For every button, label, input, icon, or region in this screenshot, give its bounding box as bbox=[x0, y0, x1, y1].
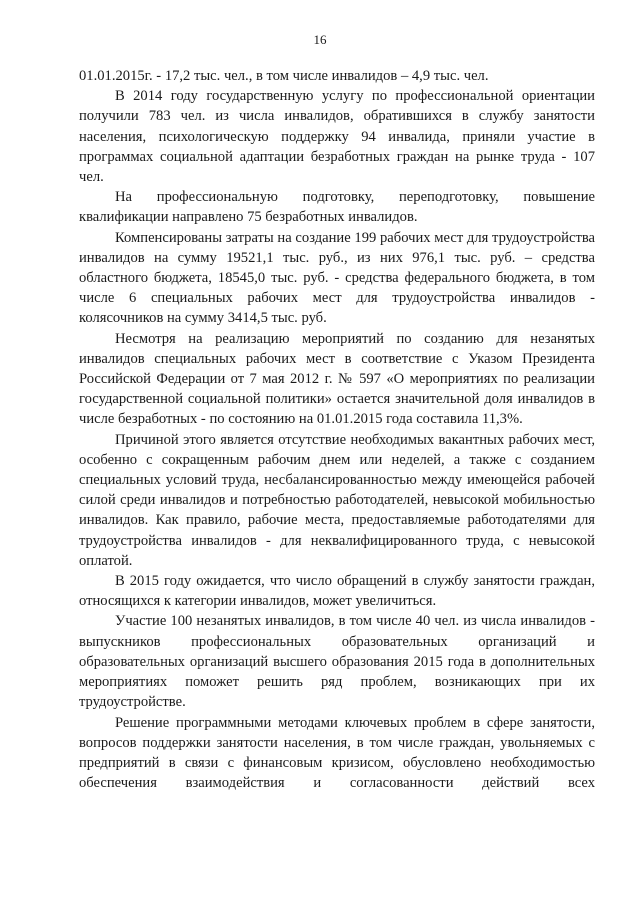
paragraph-2: В 2014 году государственную услугу по профессиональной ориентации получили 783 чел. из числа инвалидов, обратившихся в службу занятости населения, психологическую поддержку 94 инвалида, приняли участие в программах социальной адаптации безработных граждан на рынке труда - 107 чел. bbox=[79, 88, 595, 186]
paragraph-9: Решение программными методами ключевых проблем в сфере занятости, вопросов поддержки занятости населения, в том числе граждан, увольняемых с предприятий в связи с финансовым кризисом, обусловлено необходимостью обеспечения взаимодействия и согласованности действий всех bbox=[79, 714, 595, 792]
paragraph-6: Причиной этого является отсутствие необходимых вакантных рабочих мест, особенно с сокращенным рабочим днем или неделей, а также с созданием специальных условий труда, несбалансированностью между имеющейся рабочей силой среди инвалидов и потребностью работодателей, невысокой мобильностью инвалидов. Как правило, рабочие места, предоставляемые работодателями для трудоустройства инвалидов - для неквалифицированного труда, с невысокой оплатой. bbox=[79, 431, 595, 569]
paragraph-8: Участие 100 незанятых инвалидов, в том числе 40 чел. из числа инвалидов - выпускников профессиональных образовательных организаций и образовательных организаций высшего образования 2015 года в дополнительных мероприятиях поможет решить ряд проблем, возникающих при их трудоустройстве. bbox=[79, 613, 595, 711]
paragraph-5: Несмотря на реализацию мероприятий по созданию для незанятых инвалидов специальных рабочих мест в соответствие с Указом Президента Российской Федерации от 7 мая 2012 г. № 597 «О мероприятиях по реализации государственной социальной политики» остается значительной доля инвалидов в числе безработных - по состоянию на 01.01.2015 года составила 11,3%. bbox=[79, 330, 595, 428]
body-text bbox=[79, 66, 595, 793]
page-number: 16 bbox=[313, 32, 327, 47]
paragraph-7: В 2015 году ожидается, что число обращений в службу занятости граждан, относящихся к категории инвалидов, может увеличиться. bbox=[79, 573, 595, 610]
paragraph-1: 01.01.2015г. - 17,2 тыс. чел., в том числе инвалидов – 4,9 тыс. чел. bbox=[79, 68, 489, 84]
paragraph-3: На профессиональную подготовку, переподготовку, повышение квалификации направлено 75 безработных инвалидов. bbox=[79, 189, 595, 226]
paragraph-4: Компенсированы затраты на создание 199 рабочих мест для трудоустройства инвалидов на сумму 19521,1 тыс. руб., из них 976,1 тыс. руб. – средства областного бюджета, 18545,0 тыс. руб. - средства федерального бюджета, в том числе 6 специальных рабочих мест для трудоустройства инвалидов - колясочников на сумму 3414,5 тыс. руб. bbox=[79, 229, 595, 327]
